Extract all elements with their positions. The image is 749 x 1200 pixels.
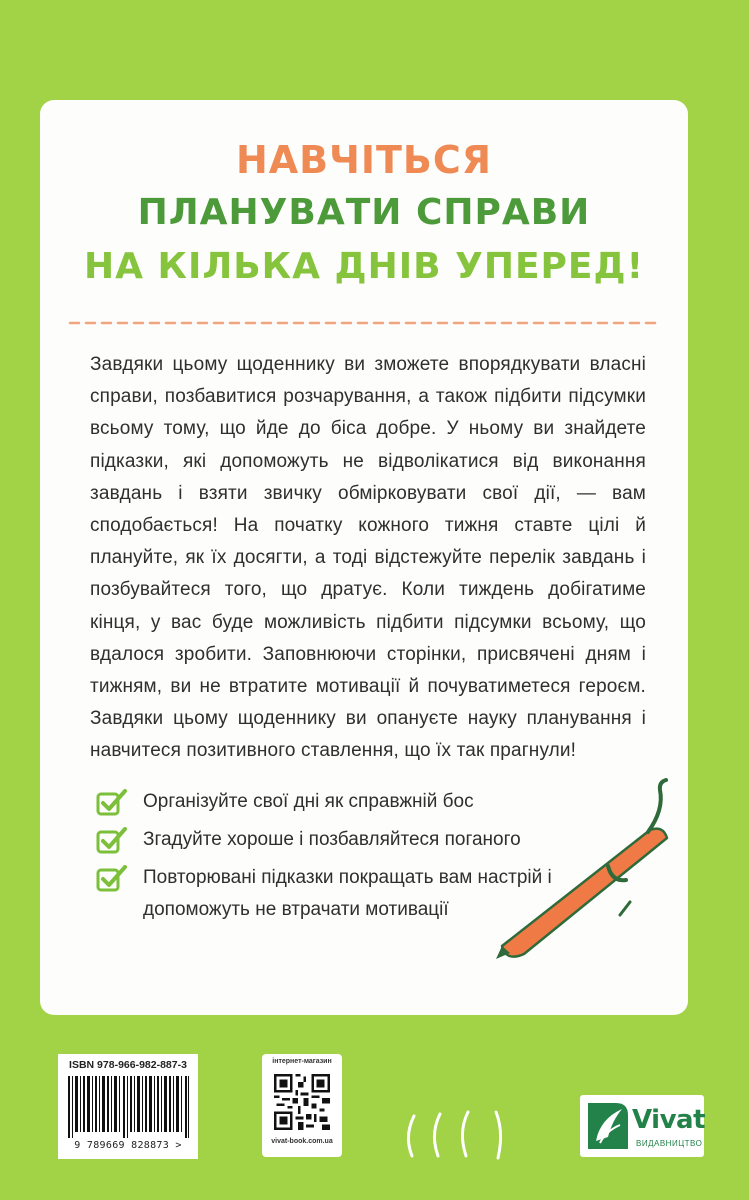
headline-line-2: ПЛАНУВАТИ СПРАВИ xyxy=(137,192,591,233)
publisher-subtitle: ВИДАВНИЦТВО xyxy=(636,1139,703,1148)
checklist-item-text: Організуйте свої дні як справжній бос xyxy=(143,791,474,812)
checklist-item-text: Згадуйте хороше і позбавляйтеся поганого xyxy=(143,829,521,850)
barcode-number: 9 789669 828873 > xyxy=(74,1140,182,1151)
barcode-image xyxy=(68,1076,190,1138)
qr-title: інтернет-магазин xyxy=(272,1058,332,1065)
qr-code-image[interactable] xyxy=(274,1074,330,1130)
pen-illustration xyxy=(450,770,680,960)
headline-line-1: НАВЧІТЬСЯ xyxy=(235,138,493,182)
checkbox-checked-icon xyxy=(96,864,128,892)
publisher-name: Vivat xyxy=(632,1105,705,1135)
qr-panel xyxy=(262,1054,342,1157)
checkbox-checked-icon xyxy=(96,826,128,854)
checkbox-checked-icon xyxy=(96,788,128,816)
checklist-item-text: Повторювані підказки покращать вам настрій і допоможуть не втрачати мотивації xyxy=(143,867,552,920)
publisher-logo xyxy=(580,1095,704,1157)
qr-url: vivat-book.com.ua xyxy=(271,1138,333,1145)
isbn-label: ISBN 978-966-982-887-3 xyxy=(69,1059,187,1071)
barcode-panel xyxy=(58,1054,198,1159)
headline-line-3: НА КІЛЬКА ДНІВ УПЕРЕД! xyxy=(84,246,644,287)
description-text: Завдяки цьому щоденнику ви зможете впорядкувати власні справи, позбавитися розчарування, а також підбити підсумки всьому тому, що йде до біса добре. У ньому ви знайдете підказки, які допоможуть не відволікатися від виконання завдань і взяти звичку обмірковувати свої дії, — вам сподобається! На початку кожного тижня ставте цілі й плануйте, як їх досягти, а тоді відстежуйте перелік завдань і позбувайтеся того, що дратує. Коли тиждень добігатиме кінця, у вас буде можливість підбити підсумки всьому, що вдалося зробити. Заповнюючи сторінки, присвячені дням і тижням, ви не втратите мотивації й почуватиметеся героєм. Завдяки цьому щоденнику ви опануєте науку планування і навчитеся позитивного ставлення, що їх так прагнули! xyxy=(90,354,646,762)
vivat-leaf-icon xyxy=(586,1101,630,1151)
decorative-strokes xyxy=(400,1110,530,1162)
dashed-divider xyxy=(68,320,660,326)
